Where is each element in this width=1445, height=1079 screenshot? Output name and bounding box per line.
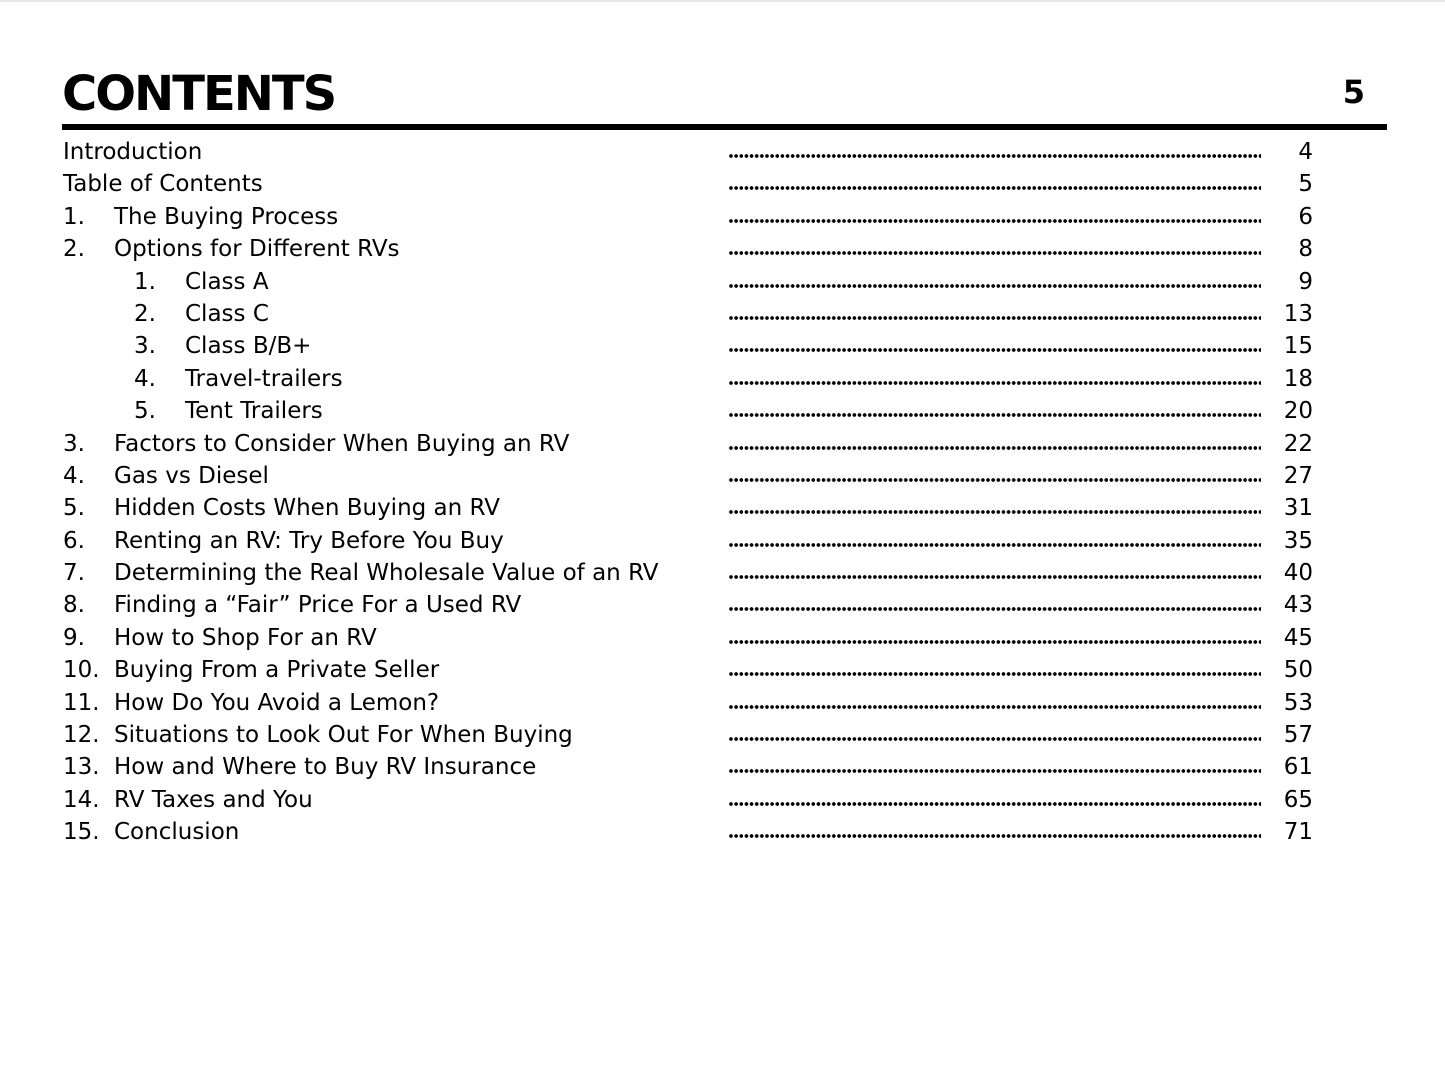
dot-leader <box>729 568 1261 580</box>
toc-entry-title: Determining the Real Wholesale Value of an RV <box>114 560 659 587</box>
toc-entry[interactable] <box>63 298 1323 330</box>
toc-entry[interactable] <box>63 460 1323 492</box>
toc-entry-number: 4. <box>63 462 85 489</box>
toc-entry-title: Introduction <box>63 139 203 165</box>
dot-leader <box>729 665 1261 677</box>
toc-entry-page: 50 <box>1283 657 1313 684</box>
toc-entry-page: 43 <box>1283 592 1313 619</box>
toc-entry-title: Tent Trailers <box>185 398 323 425</box>
table-of-contents <box>63 136 1323 849</box>
toc-entry[interactable] <box>63 719 1323 751</box>
dot-leader <box>729 762 1261 774</box>
toc-entry-title: Travel-trailers <box>185 365 343 392</box>
dot-leader <box>729 827 1261 839</box>
toc-entry-number: 3. <box>134 333 156 360</box>
dot-leader <box>729 600 1261 612</box>
dot-leader <box>729 147 1261 159</box>
toc-entry-title: How and Where to Buy RV Insurance <box>114 754 537 781</box>
toc-entry[interactable] <box>63 363 1323 395</box>
dot-leader <box>729 730 1261 742</box>
toc-entry-number: 1. <box>134 268 156 295</box>
toc-entry[interactable] <box>63 492 1323 524</box>
toc-entry-title: Renting an RV: Try Before You Buy <box>114 527 504 554</box>
toc-entry-title: How to Shop For an RV <box>114 624 377 651</box>
dot-leader <box>729 212 1261 224</box>
toc-entry-number: 2. <box>134 300 156 327</box>
toc-entry[interactable] <box>63 687 1323 719</box>
toc-entry-page: 71 <box>1283 819 1313 846</box>
toc-entry-page: 15 <box>1283 333 1313 360</box>
toc-entry-number: 2. <box>63 236 85 263</box>
toc-entry-title: Buying From a Private Seller <box>114 657 440 684</box>
toc-entry[interactable] <box>63 168 1323 200</box>
toc-entry[interactable] <box>63 201 1323 233</box>
page-title: CONTENTS <box>62 66 336 122</box>
toc-entry-title: Gas vs Diesel <box>114 462 269 489</box>
toc-entry-number: 9. <box>63 624 85 651</box>
dot-leader <box>729 633 1261 645</box>
toc-entry-page: 57 <box>1283 722 1313 749</box>
toc-entry-title: Factors to Consider When Buying an RV <box>114 430 570 457</box>
toc-entry[interactable] <box>63 784 1323 816</box>
toc-entry-page: 18 <box>1283 365 1313 392</box>
toc-entry-title: Class C <box>185 300 269 327</box>
dot-leader <box>729 179 1261 191</box>
dot-leader <box>729 244 1261 256</box>
toc-entry[interactable] <box>63 654 1323 686</box>
toc-entry-page: 27 <box>1283 462 1313 489</box>
toc-entry[interactable] <box>63 136 1323 168</box>
dot-leader <box>729 471 1261 483</box>
dot-leader <box>729 795 1261 807</box>
toc-entry[interactable] <box>63 751 1323 783</box>
dot-leader <box>729 536 1261 548</box>
toc-entry-title: How Do You Avoid a Lemon? <box>114 689 440 716</box>
dot-leader <box>729 374 1261 386</box>
toc-entry-number: 5. <box>63 495 85 522</box>
dot-leader <box>729 406 1261 418</box>
toc-entry-title: RV Taxes and You <box>114 786 313 813</box>
toc-entry-page: 8 <box>1298 236 1313 263</box>
toc-entry-page: 9 <box>1298 268 1313 295</box>
toc-entry-number: 5. <box>134 398 156 425</box>
toc-entry[interactable] <box>63 395 1323 427</box>
toc-entry[interactable] <box>63 266 1323 298</box>
toc-entry-title: Hidden Costs When Buying an RV <box>114 495 500 522</box>
toc-entry-page: 61 <box>1283 754 1313 781</box>
toc-entry-title: Finding a “Fair” Price For a Used RV <box>114 592 522 619</box>
toc-entry[interactable] <box>63 622 1323 654</box>
toc-entry[interactable] <box>63 525 1323 557</box>
page-number: 5 <box>1342 73 1365 111</box>
toc-entry-page: 35 <box>1283 527 1313 554</box>
toc-entry-page: 45 <box>1283 624 1313 651</box>
toc-entry-number: 1. <box>63 203 85 230</box>
toc-entry-page: 20 <box>1283 398 1313 425</box>
toc-entry[interactable] <box>63 428 1323 460</box>
toc-entry-number: 13. <box>63 754 100 781</box>
toc-entry[interactable] <box>63 233 1323 265</box>
toc-entry-title: The Buying Process <box>114 203 339 230</box>
toc-entry[interactable] <box>63 330 1323 362</box>
toc-entry-number: 4. <box>134 365 156 392</box>
toc-entry[interactable] <box>63 816 1323 848</box>
toc-entry-title: Options for Different RVs <box>114 236 400 263</box>
toc-entry-number: 10. <box>63 657 100 684</box>
toc-entry-title: Situations to Look Out For When Buying <box>114 722 573 749</box>
toc-entry-title: Conclusion <box>114 819 240 846</box>
dot-leader <box>729 503 1261 515</box>
toc-entry[interactable] <box>63 557 1323 589</box>
toc-entry-number: 6. <box>63 527 85 554</box>
toc-entry-page: 5 <box>1298 171 1313 198</box>
page-header <box>62 62 1387 122</box>
toc-entry-number: 7. <box>63 560 85 587</box>
toc-entry-number: 12. <box>63 722 100 749</box>
toc-entry[interactable] <box>63 589 1323 621</box>
dot-leader <box>729 277 1261 289</box>
toc-entry-page: 40 <box>1283 560 1313 587</box>
toc-entry-page: 6 <box>1298 203 1313 230</box>
toc-entry-number: 15. <box>63 819 100 846</box>
toc-entry-number: 8. <box>63 592 85 619</box>
toc-entry-page: 13 <box>1283 300 1313 327</box>
toc-entry-page: 31 <box>1283 495 1313 522</box>
dot-leader <box>729 309 1261 321</box>
toc-entry-page: 53 <box>1283 689 1313 716</box>
toc-entry-page: 22 <box>1283 430 1313 457</box>
toc-entry-page: 4 <box>1298 139 1313 165</box>
toc-entry-number: 3. <box>63 430 85 457</box>
toc-entry-page: 65 <box>1283 786 1313 813</box>
toc-entry-title: Class B/B+ <box>185 333 312 360</box>
header-rule <box>62 124 1387 130</box>
dot-leader <box>729 439 1261 451</box>
page-top-edge <box>0 0 1445 2</box>
toc-entry-title: Class A <box>185 268 269 295</box>
toc-entry-number: 14. <box>63 786 100 813</box>
toc-entry-title: Table of Contents <box>63 171 263 198</box>
toc-entry-number: 11. <box>63 689 100 716</box>
dot-leader <box>729 698 1261 710</box>
dot-leader <box>729 341 1261 353</box>
